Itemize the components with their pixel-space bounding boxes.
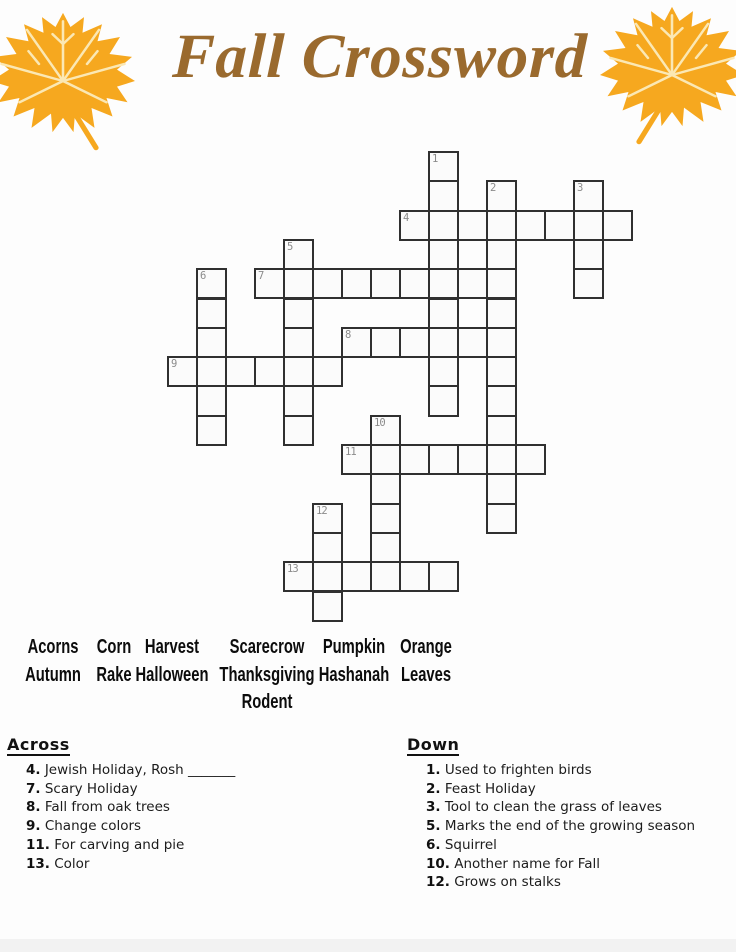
down-header: Down [407,735,460,754]
word-bank-word: Hashanah [318,662,390,686]
crossword-cell[interactable] [196,415,227,446]
crossword-cell[interactable] [283,298,314,329]
crossword-cell[interactable] [486,503,517,534]
crossword-cell[interactable] [544,210,575,241]
crossword-cell[interactable] [602,210,633,241]
crossword-cell[interactable] [370,415,401,446]
clue-text: Tool to clean the grass of leaves [440,799,662,816]
crossword-cell[interactable] [573,268,604,299]
word-bank-column [351,633,501,688]
crossword-cell[interactable] [283,268,314,299]
crossword-cell[interactable] [428,298,459,329]
cell-number: 4 [403,211,409,224]
across-clues-section [7,735,235,873]
cell-number: 6 [200,270,206,283]
crossword-cell[interactable] [486,239,517,270]
crossword-grid [168,152,634,622]
crossword-cell[interactable] [486,444,517,475]
crossword-cell[interactable] [515,210,546,241]
across-header: Across [7,735,70,754]
crossword-cell[interactable] [312,268,343,299]
crossword-cell[interactable] [399,444,430,475]
crossword-cell[interactable] [370,503,401,534]
crossword-cell[interactable] [457,327,488,358]
clue-item [26,817,235,836]
crossword-cell[interactable] [428,356,459,387]
word-bank-word: Leaves [400,662,452,686]
clue-item [426,761,695,780]
clue-text: Another name for Fall [449,855,600,872]
clue-number: 8. [26,799,41,816]
crossword-cell[interactable] [399,561,430,592]
cell-number: 3 [577,182,583,195]
crossword-cell[interactable] [486,385,517,416]
clue-text: Color [49,855,90,872]
word-bank-word: Thanksgiving [219,662,315,686]
crossword-cell[interactable] [370,327,401,358]
crossword-cell[interactable] [515,444,546,475]
crossword-cell[interactable] [428,151,459,182]
page-title: Fall Crossword [171,20,589,91]
crossword-cell[interactable] [486,180,517,211]
crossword-cell[interactable] [370,268,401,299]
across-clue-list [26,761,235,873]
clue-number: 13. [26,855,50,872]
crossword-cell[interactable] [457,268,488,299]
cell-number: 8 [345,328,351,341]
crossword-cell[interactable] [486,327,517,358]
clue-item [26,761,235,780]
word-bank-word: Acorns [27,635,79,658]
crossword-cell[interactable] [283,356,314,387]
crossword-cell[interactable] [196,385,227,416]
cell-number: 2 [490,182,496,195]
crossword-cell[interactable] [486,210,517,241]
crossword-cell[interactable] [573,210,604,241]
clue-item [26,855,235,874]
word-bank-word: Halloween [135,662,209,686]
crossword-cell[interactable] [341,444,372,475]
clue-text: Fall from oak trees [40,799,170,816]
maple-leaf-left-icon [0,10,138,152]
clue-item [26,780,235,799]
word-bank-word: Autumn [25,662,81,686]
word-bank-word: Pumpkin [322,635,386,658]
cell-number: 9 [171,358,177,371]
crossword-cell[interactable] [573,180,604,211]
clue-item [426,873,695,892]
crossword-cell[interactable] [312,532,343,563]
crossword-cell[interactable] [486,356,517,387]
crossword-cell[interactable] [486,268,517,299]
clue-number: 5. [426,818,441,835]
crossword-cell[interactable] [428,327,459,358]
down-clues-section [407,735,695,892]
crossword-cell[interactable] [457,444,488,475]
clue-text: Feast Holiday [440,780,536,797]
clue-item [426,855,695,874]
crossword-cell[interactable] [196,356,227,387]
clue-item [426,798,695,817]
clue-item [26,836,235,855]
clue-number: 7. [26,780,41,797]
crossword-cell[interactable] [428,239,459,270]
crossword-cell[interactable] [370,532,401,563]
crossword-cell[interactable] [428,180,459,211]
crossword-cell[interactable] [399,210,430,241]
clue-item [426,780,695,799]
crossword-cell[interactable] [370,473,401,504]
crossword-cell[interactable] [341,561,372,592]
crossword-cell[interactable] [428,561,459,592]
clue-number: 2. [426,780,441,797]
crossword-cell[interactable] [283,561,314,592]
crossword-cell[interactable] [225,356,256,387]
crossword-cell[interactable] [196,327,227,358]
crossword-cell[interactable] [283,385,314,416]
word-bank-word: Harvest [144,635,200,658]
crossword-cell[interactable] [457,210,488,241]
crossword-cell[interactable] [283,239,314,270]
word-bank-word: Rake [96,662,132,686]
word-bank-word: Scarecrow [229,635,305,658]
crossword-cell[interactable] [370,561,401,592]
page-bottom-strip [0,939,736,952]
crossword-cell[interactable] [312,561,343,592]
crossword-cell[interactable] [312,356,343,387]
clue-number: 12. [426,874,450,891]
clue-item [426,817,695,836]
word-bank-word: Rodent [241,690,293,713]
cell-number: 13 [287,563,298,576]
crossword-cell[interactable] [254,268,285,299]
clue-text: Grows on stalks [449,874,561,891]
down-clue-list [426,761,695,892]
clue-text: Jewish Holiday, Rosh _______ [40,762,236,778]
clue-number: 11. [26,836,50,853]
word-bank-word: Orange [400,635,452,658]
crossword-cell[interactable] [167,356,198,387]
crossword-cell[interactable] [399,327,430,358]
crossword-cell[interactable] [486,415,517,446]
crossword-cell[interactable] [283,327,314,358]
cell-number: 11 [345,446,356,458]
clue-number: 10. [426,855,450,872]
word-bank [0,633,520,721]
clue-text: Change colors [40,818,142,835]
crossword-cell[interactable] [428,444,459,475]
clue-text: For carving and pie [49,836,185,853]
clue-text: Marks the end of the growing season [440,818,696,835]
crossword-cell[interactable] [254,356,285,387]
crossword-cell[interactable] [312,591,343,622]
maple-leaf-right-icon [597,4,736,146]
clue-item [26,798,235,817]
clue-number: 3. [426,799,441,816]
crossword-cell[interactable] [428,268,459,299]
crossword-cell[interactable] [573,239,604,270]
clue-number: 4. [26,762,41,778]
crossword-cell[interactable] [312,503,343,534]
cell-number: 10 [374,416,385,429]
clue-number: 1. [426,762,441,778]
crossword-cell[interactable] [283,415,314,446]
cell-number: 12 [316,504,327,517]
clue-text: Squirrel [440,836,497,853]
cell-number: 1 [432,153,438,165]
crossword-cell[interactable] [428,210,459,241]
clue-number: 6. [426,836,441,853]
crossword-cell[interactable] [196,298,227,329]
crossword-cell[interactable] [428,385,459,416]
clue-number: 9. [26,818,41,835]
crossword-cell[interactable] [341,327,372,358]
crossword-cell[interactable] [341,268,372,299]
cell-number: 7 [258,270,264,283]
crossword-cell[interactable] [196,268,227,299]
crossword-cell[interactable] [486,298,517,329]
crossword-cell[interactable] [399,268,430,299]
clue-item [426,836,695,855]
crossword-cell[interactable] [370,444,401,475]
cell-number: 5 [287,240,293,253]
clue-text: Scary Holiday [40,780,138,797]
crossword-cell[interactable] [486,473,517,504]
word-bank-word: Corn [96,635,132,658]
clue-text: Used to frighten birds [440,762,592,778]
